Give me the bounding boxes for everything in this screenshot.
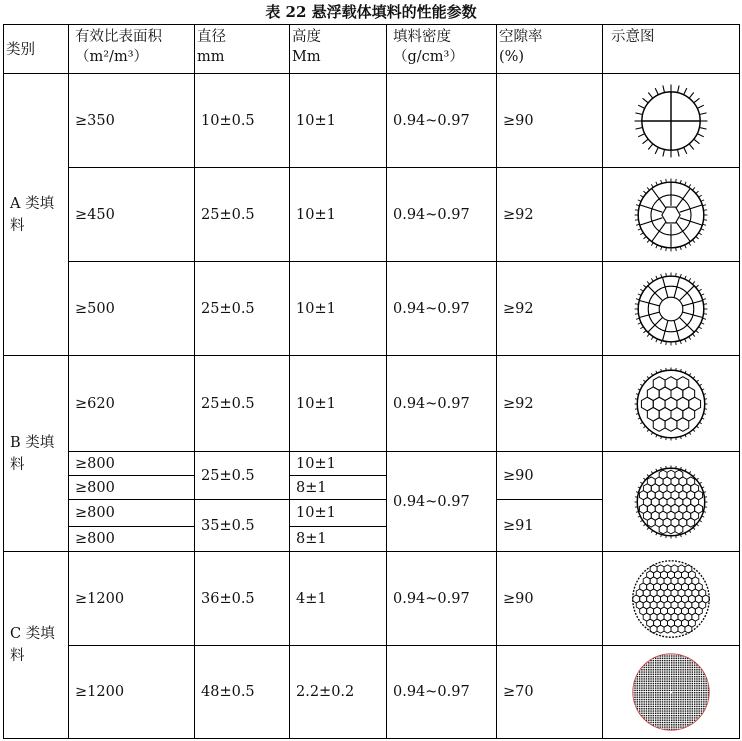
height-cell: 10±1 xyxy=(290,74,387,168)
header-category: 类别 xyxy=(4,25,69,74)
header-area-unit: （m²/m³） xyxy=(75,49,149,65)
spoke-line xyxy=(648,317,663,332)
area-cell: ≥800 xyxy=(69,452,195,476)
header-row xyxy=(4,25,740,74)
filler-parameters-table xyxy=(3,24,740,739)
hex-cell xyxy=(659,524,667,533)
tooth-mark xyxy=(643,139,649,144)
area-cell: ≥1200 xyxy=(69,552,195,646)
tooth-mark xyxy=(663,85,665,92)
hex-cell xyxy=(678,625,685,633)
area-cell: ≥800 xyxy=(69,527,195,552)
hex-cell xyxy=(657,625,664,633)
tooth-mark xyxy=(694,139,700,144)
spoke-line xyxy=(679,285,694,300)
hex-cell xyxy=(647,517,655,526)
small-honeycomb-filler-diagram xyxy=(630,461,712,543)
tooth-mark xyxy=(677,85,679,92)
height-cell: 2.2±0.2 xyxy=(290,646,387,739)
category-b-label: B 类填 xyxy=(10,434,55,451)
spoke-line xyxy=(679,317,694,332)
porosity-cell: ≥90 xyxy=(497,452,603,500)
category-c-cell xyxy=(4,552,69,739)
table-row xyxy=(4,168,740,262)
diameter-cell: 10±0.5 xyxy=(195,74,290,168)
diagram-cell xyxy=(603,452,740,552)
diameter-cell: 36±0.5 xyxy=(195,552,290,646)
density-cell: 0.94~0.97 xyxy=(387,74,497,168)
double-ring-filler-diagram xyxy=(630,268,712,350)
table-row xyxy=(4,262,740,356)
table-row xyxy=(4,646,740,739)
hexagon-core-filler-diagram xyxy=(630,174,712,256)
tooth-mark xyxy=(689,92,694,98)
header-density-label: 填料密度 xyxy=(393,29,451,45)
porosity-cell: ≥90 xyxy=(497,74,603,168)
tooth-mark xyxy=(638,133,645,136)
density-cell: 0.94~0.97 xyxy=(387,646,497,739)
header-diameter-unit: mm xyxy=(197,49,225,65)
honeycomb-filler-diagram xyxy=(630,363,712,445)
hex-cell xyxy=(665,417,677,431)
area-cell: ≥800 xyxy=(69,476,195,500)
height-cell: 8±1 xyxy=(290,527,387,552)
header-porosity-label: 空隙率 xyxy=(499,29,543,45)
density-cell: 0.94~0.97 xyxy=(387,552,497,646)
area-cell: ≥450 xyxy=(69,168,195,262)
diameter-cell: 25±0.5 xyxy=(195,262,290,356)
diagram-cell xyxy=(603,646,740,739)
height-cell: 10±1 xyxy=(290,168,387,262)
header-density xyxy=(387,25,497,74)
tooth-mark xyxy=(635,112,642,114)
table-row xyxy=(4,356,740,452)
tooth-mark xyxy=(643,98,649,103)
hex-cell xyxy=(685,625,692,633)
header-area-label: 有效比表面积 xyxy=(75,29,162,45)
hex-cell xyxy=(667,524,675,533)
header-diagram: 示意图 xyxy=(603,25,740,74)
area-cell: ≥350 xyxy=(69,74,195,168)
height-cell: 10±1 xyxy=(290,262,387,356)
category-b-cell xyxy=(4,356,69,552)
tooth-mark xyxy=(655,88,658,95)
header-density-unit: （g/cm³） xyxy=(393,49,464,65)
diameter-cell: 25±0.5 xyxy=(195,356,290,452)
height-cell: 4±1 xyxy=(290,552,387,646)
hex-cell xyxy=(664,625,671,633)
category-a-cell xyxy=(4,74,69,356)
header-porosity xyxy=(497,25,603,74)
mesh-disc-filler-diagram xyxy=(628,649,714,735)
diagram-cell xyxy=(603,74,740,168)
area-cell: ≥620 xyxy=(69,356,195,452)
tooth-mark xyxy=(699,112,706,114)
tooth-mark xyxy=(677,149,679,156)
diagram-cell xyxy=(603,262,740,356)
tooth-mark xyxy=(638,105,645,108)
table-caption: 表 22 悬浮载体填料的性能参数 xyxy=(265,3,477,21)
header-diameter xyxy=(195,25,290,74)
porosity-cell: ≥90 xyxy=(497,552,603,646)
hex-cell xyxy=(687,517,695,526)
porosity-cell: ≥70 xyxy=(497,646,603,739)
diameter-cell: 48±0.5 xyxy=(195,646,290,739)
category-a-label-cont: 料 xyxy=(10,217,25,234)
ring-cross-filler-diagram xyxy=(630,80,712,162)
height-cell: 8±1 xyxy=(290,476,387,500)
diagram-cell xyxy=(603,356,740,452)
category-c-label: C 类填 xyxy=(10,626,55,642)
diagram-cell xyxy=(603,168,740,262)
hex-cell xyxy=(671,625,678,633)
diameter-cell: 35±0.5 xyxy=(195,500,290,552)
header-height xyxy=(290,25,387,74)
hex-cell xyxy=(653,417,665,431)
height-cell: 10±1 xyxy=(290,452,387,476)
hex-cell xyxy=(675,524,683,533)
tooth-mark xyxy=(663,149,665,156)
area-cell: ≥800 xyxy=(69,500,195,527)
tooth-mark xyxy=(635,127,642,129)
hex-cell xyxy=(650,625,657,633)
tooth-mark xyxy=(648,143,653,149)
dense-honeycomb-filler-diagram xyxy=(628,556,714,642)
tooth-mark xyxy=(697,105,704,108)
diameter-cell: 25±0.5 xyxy=(195,168,290,262)
header-height-label: 高度 xyxy=(292,29,321,45)
tooth-mark xyxy=(694,98,700,103)
tooth-mark xyxy=(699,127,706,129)
density-cell: 0.94~0.97 xyxy=(387,262,497,356)
category-c-label-cont: 料 xyxy=(10,648,25,664)
hex-cell xyxy=(677,417,689,431)
table-row xyxy=(4,452,740,476)
table-row xyxy=(4,74,740,168)
area-cell: ≥1200 xyxy=(69,646,195,739)
tooth-mark xyxy=(648,92,653,98)
density-cell: 0.94~0.97 xyxy=(387,168,497,262)
header-diameter-label: 直径 xyxy=(197,29,226,45)
spoke-line xyxy=(648,285,663,300)
area-cell: ≥500 xyxy=(69,262,195,356)
table-row xyxy=(4,552,740,646)
tooth-mark xyxy=(655,147,658,154)
porosity-cell: ≥92 xyxy=(497,262,603,356)
tooth-mark xyxy=(684,88,687,95)
height-cell: 10±1 xyxy=(290,356,387,452)
tooth-mark xyxy=(684,147,687,154)
density-cell: 0.94~0.97 xyxy=(387,452,497,552)
tooth-mark xyxy=(689,143,694,149)
header-porosity-unit: (%) xyxy=(499,49,525,65)
porosity-cell: ≥92 xyxy=(497,168,603,262)
density-cell: 0.94~0.97 xyxy=(387,356,497,452)
diameter-cell: 25±0.5 xyxy=(195,452,290,500)
porosity-cell: ≥92 xyxy=(497,356,603,452)
category-a-label: A 类填 xyxy=(10,195,55,212)
porosity-cell: ≥91 xyxy=(497,500,603,552)
header-area xyxy=(69,25,195,74)
height-cell: 10±1 xyxy=(290,500,387,527)
tooth-mark xyxy=(697,133,704,136)
header-height-unit: Mm xyxy=(292,49,321,65)
category-b-label-cont: 料 xyxy=(10,456,25,473)
diagram-cell xyxy=(603,552,740,646)
